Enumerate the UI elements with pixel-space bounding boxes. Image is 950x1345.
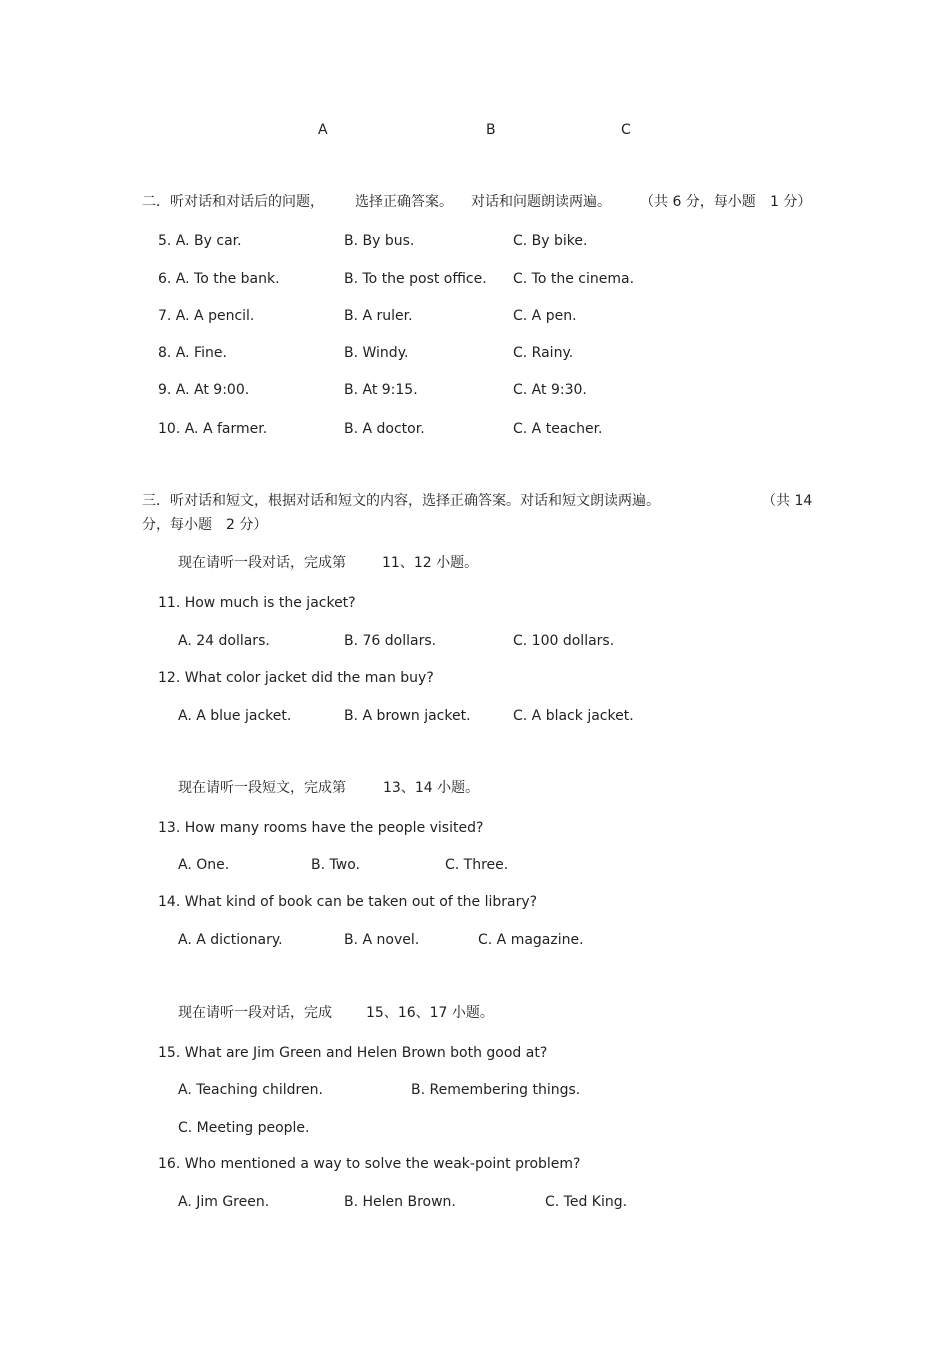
question-option: B. Helen Brown. xyxy=(344,1194,456,1210)
question-text: 14. What kind of book can be taken out of the library? xyxy=(158,894,538,910)
question-option: C. Rainy. xyxy=(513,345,574,361)
question-option: C. Three. xyxy=(445,857,509,873)
listening-intro-range: 13、14 小题。 xyxy=(383,780,480,796)
question-text: 16. Who mentioned a way to solve the weak-point problem? xyxy=(158,1156,581,1172)
listening-intro-range: 15、16、17 小题。 xyxy=(366,1005,494,1021)
question-option: B. To the post office. xyxy=(344,271,487,287)
question-option: 9. A. At 9:00. xyxy=(158,382,250,398)
question-option: A. Teaching children. xyxy=(178,1082,323,1098)
section-3-heading-line: 三．听对话和短文，根据对话和短文的内容，选择正确答案。对话和短文朗读两遍。 xyxy=(142,493,660,509)
question-option: A. 24 dollars. xyxy=(178,633,270,649)
section-2-heading-part: 二．听对话和对话后的问题， xyxy=(142,194,324,210)
question-text: 15. What are Jim Green and Helen Brown both good at? xyxy=(158,1045,548,1061)
question-option: B. At 9:15. xyxy=(344,382,418,398)
question-option: C. A teacher. xyxy=(513,421,603,437)
question-option: B. 76 dollars. xyxy=(344,633,437,649)
section-2-heading-part: 对话和问题朗读两遍。 xyxy=(471,194,611,210)
option-label-a: A xyxy=(318,122,328,138)
section-2-heading-part: 选择正确答案。 xyxy=(355,194,453,210)
question-option: 8. A. Fine. xyxy=(158,345,227,361)
question-option: A. One. xyxy=(178,857,230,873)
option-label-c: C xyxy=(621,122,631,138)
question-option: B. A doctor. xyxy=(344,421,425,437)
question-option: C. A pen. xyxy=(513,308,577,324)
section-3-heading-score: （共 14 xyxy=(762,493,813,509)
question-option: A. A dictionary. xyxy=(178,932,283,948)
question-option: A. A blue jacket. xyxy=(178,708,292,724)
question-option: C. A magazine. xyxy=(478,932,584,948)
question-text: 13. How many rooms have the people visited? xyxy=(158,820,484,836)
section-2-heading-part: 1 分） xyxy=(770,194,812,210)
question-option: C. At 9:30. xyxy=(513,382,587,398)
question-option: A. Jim Green. xyxy=(178,1194,270,1210)
listening-intro-range: 11、12 小题。 xyxy=(382,555,479,571)
question-option: C. A black jacket. xyxy=(513,708,634,724)
section-2-heading-part: （共 6 分，每小题 xyxy=(640,194,756,210)
question-text: 11. How much is the jacket? xyxy=(158,595,356,611)
question-option: B. Windy. xyxy=(344,345,409,361)
question-option: 5. A. By car. xyxy=(158,233,242,249)
listening-intro: 现在请听一段短文，完成第 xyxy=(178,780,346,796)
listening-intro: 现在请听一段对话，完成第 xyxy=(178,555,346,571)
question-option: C. To the cinema. xyxy=(513,271,635,287)
question-option: 7. A. A pencil. xyxy=(158,308,255,324)
question-option: B. A ruler. xyxy=(344,308,413,324)
question-option: B. A novel. xyxy=(344,932,420,948)
section-3-heading-line: 分，每小题 2 分） xyxy=(142,517,268,533)
question-option: 6. A. To the bank. xyxy=(158,271,280,287)
question-option: B. Two. xyxy=(311,857,360,873)
question-option: B. Remembering things. xyxy=(411,1082,581,1098)
question-option: C. Ted King. xyxy=(545,1194,628,1210)
listening-intro: 现在请听一段对话，完成 xyxy=(178,1005,332,1021)
question-option: C. By bike. xyxy=(513,233,588,249)
option-label-b: B xyxy=(486,122,496,138)
question-option: C. Meeting people. xyxy=(178,1120,310,1136)
question-option: 10. A. A farmer. xyxy=(158,421,268,437)
question-option: B. By bus. xyxy=(344,233,415,249)
question-option: C. 100 dollars. xyxy=(513,633,615,649)
question-option: B. A brown jacket. xyxy=(344,708,471,724)
question-text: 12. What color jacket did the man buy? xyxy=(158,670,434,686)
